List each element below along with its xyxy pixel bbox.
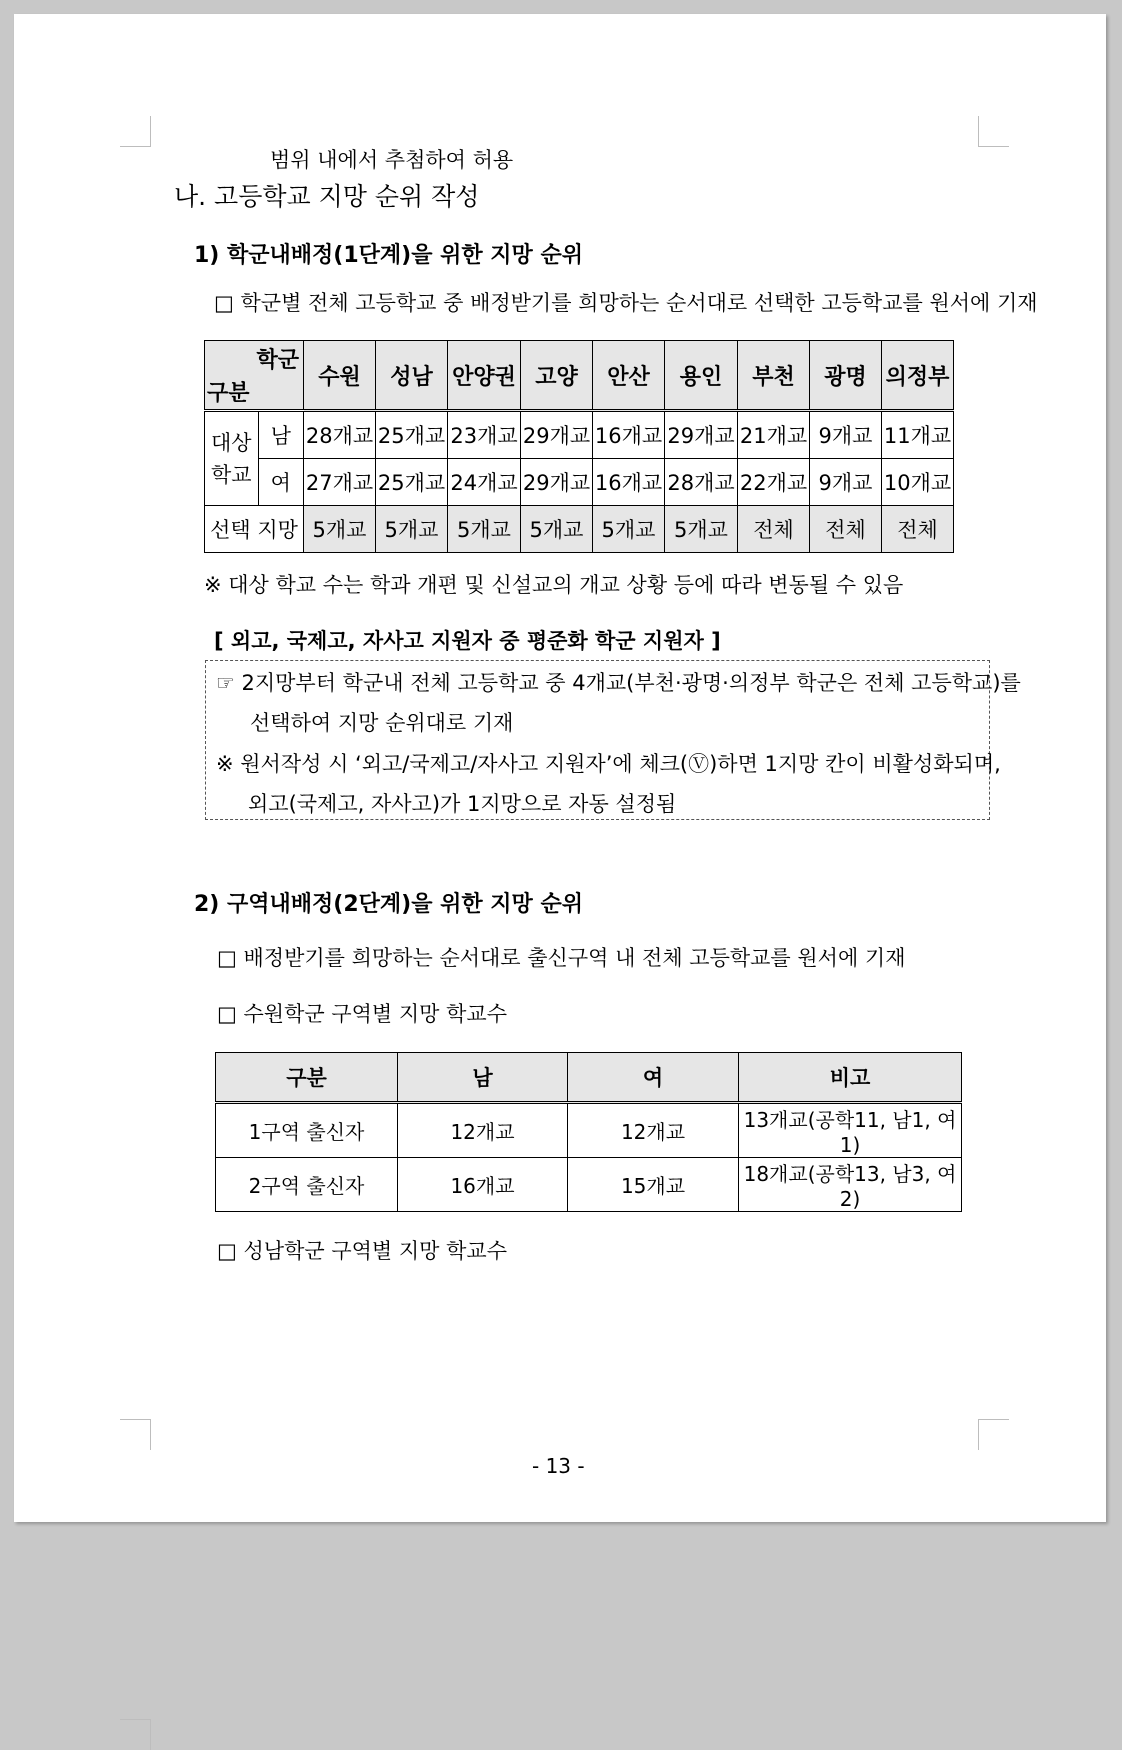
table-cell: 5개교 [448,506,521,553]
subsection2-bullet-1: □ 배정받기를 희망하는 순서대로 출신구역 내 전체 고등학교를 원서에 기재 [217,946,906,970]
section-heading: 나. 고등학교 지망 순위 작성 [174,182,480,211]
col-header: 고양 [521,341,593,411]
table-cell: 15개교 [568,1158,739,1212]
col-header: 여 [568,1053,739,1103]
suwon-zone-table [215,1052,962,1212]
table-cell: 16개교 [398,1158,568,1212]
table-cell: 전체 [882,506,954,553]
table-cell: 22개교 [738,459,810,506]
table-cell: 10개교 [882,459,954,506]
group-label-line1: 대상 [210,430,252,455]
col-header: 수원 [304,341,376,411]
table-row-female [205,459,954,506]
table-cell: 28개교 [665,459,738,506]
subsection1-bullet: □ 학군별 전체 고등학교 중 배정받기를 희망하는 순서대로 선택한 고등학교를 원서에 기재 [214,291,1038,315]
col-header: 비고 [739,1053,962,1103]
group-label-cell [205,411,259,506]
crop-mark-bottom-left [120,1419,151,1450]
row-label: 여 [258,459,303,506]
box-line-3: ※ 원서작성 시 ‘외고/국제고/자사고 지원자’에 체크(Ⓥ)하면 1지망 칸이 비활성화되며, [216,752,1001,776]
table-cell: 전체 [738,506,810,553]
col-header: 구분 [216,1053,398,1103]
table-cell: 1구역 출신자 [216,1103,398,1158]
box-line-2: 선택하여 지망 순위대로 기재 [250,711,514,735]
box-line-4: 외고(국제고, 자사고)가 1지망으로 자동 설정됨 [248,792,677,816]
table-corner-cell [205,341,304,411]
subsection2-heading: 2) 구역내배정(2단계)을 위한 지망 순위 [194,892,583,917]
table-cell: 25개교 [376,459,448,506]
table-cell: 13개교(공학11, 남1, 여1) [739,1103,962,1158]
crop-mark-top-right [978,116,1009,147]
group-label-line2: 학교 [210,462,252,487]
table-cell: 23개교 [448,411,521,459]
corner-bottom-label: 구분 [207,381,250,406]
col-header: 남 [398,1053,568,1103]
crop-mark-top-left [120,116,151,147]
table-cell: 5개교 [376,506,448,553]
table-header-row [216,1053,962,1103]
table-row [216,1158,962,1212]
col-header: 안산 [593,341,665,411]
table-cell: 5개교 [521,506,593,553]
table-cell: 5개교 [665,506,738,553]
table-cell: 전체 [810,506,882,553]
col-header: 성남 [376,341,448,411]
table-header-row [205,341,954,411]
col-header: 안양권 [448,341,521,411]
continuation-text: 범위 내에서 추첨하여 허용 [270,148,514,172]
table-cell: 2구역 출신자 [216,1158,398,1212]
table-cell: 29개교 [521,459,593,506]
box-line-1: ☞ 2지망부터 학군내 전체 고등학교 중 4개교(부천·광명·의정부 학군은 전체 고등학교)를 [216,671,1021,695]
table-cell: 12개교 [568,1103,739,1158]
table-cell: 16개교 [593,411,665,459]
table-cell: 12개교 [398,1103,568,1158]
subsection2-bullet-3: □ 성남학군 구역별 지망 학교수 [217,1239,507,1263]
crop-mark-bottom-left-offpage [120,1719,151,1750]
col-header: 의정부 [882,341,954,411]
table-cell: 18개교(공학13, 남3, 여2) [739,1158,962,1212]
special-applicant-heading: [ 외고, 국제고, 자사고 지원자 중 평준화 학군 지원자 ] [214,629,721,653]
row-label: 남 [258,411,303,459]
subsection2-bullet-2: □ 수원학군 구역별 지망 학교수 [217,1002,507,1026]
table-cell: 9개교 [810,411,882,459]
table-cell: 27개교 [304,459,376,506]
variation-note: ※ 대상 학교 수는 학과 개편 및 신설교의 개교 상황 등에 따라 변동될 수 있음 [204,573,904,597]
table-cell: 29개교 [521,411,593,459]
table-cell: 29개교 [665,411,738,459]
subsection1-heading: 1) 학군내배정(1단계)을 위한 지망 순위 [194,243,583,268]
table-row-choice [205,506,954,553]
table-row-male [205,411,954,459]
table-cell: 11개교 [882,411,954,459]
table-cell: 28개교 [304,411,376,459]
table-cell: 16개교 [593,459,665,506]
special-applicant-note-box [205,660,1021,820]
corner-top-label: 학군 [256,348,299,373]
page-number: - 13 - [532,1454,585,1478]
col-header: 부천 [738,341,810,411]
col-header: 광명 [810,341,882,411]
table-cell: 5개교 [304,506,376,553]
table-row [216,1103,962,1158]
table-cell: 25개교 [376,411,448,459]
crop-mark-bottom-right [978,1419,1009,1450]
table-cell: 21개교 [738,411,810,459]
district-school-count-table [204,340,954,553]
row-label: 선택 지망 [205,506,304,553]
table-cell: 24개교 [448,459,521,506]
table-cell: 9개교 [810,459,882,506]
col-header: 용인 [665,341,738,411]
table-cell: 5개교 [593,506,665,553]
